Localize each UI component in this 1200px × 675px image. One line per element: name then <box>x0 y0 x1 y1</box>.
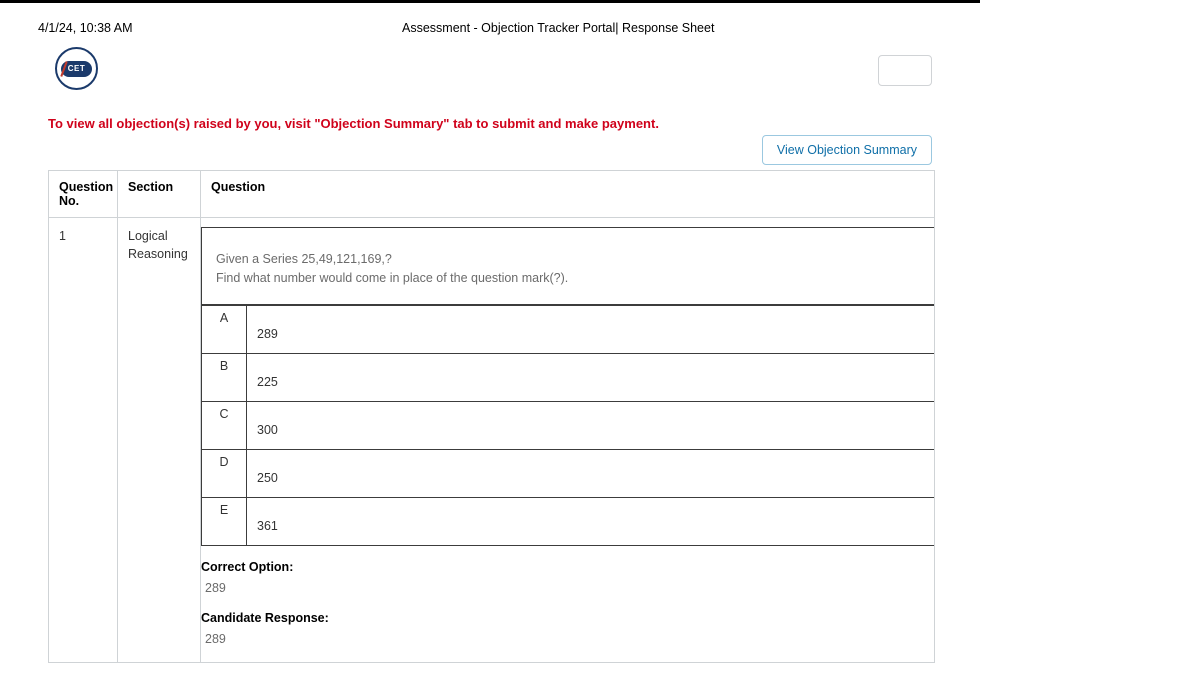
answer-block <box>201 546 934 646</box>
question-line-1: Given a Series 25,49,121,169,? <box>216 252 392 266</box>
candidate-response-value: 289 <box>205 632 226 646</box>
option-row-e <box>202 498 935 546</box>
header-question-no: Question No. <box>49 171 118 218</box>
option-letter-e: E <box>202 498 247 546</box>
table-header-row <box>49 171 935 218</box>
cell-section: Logical Reasoning <box>118 218 201 663</box>
view-objection-summary-button[interactable]: View Objection Summary <box>762 135 932 165</box>
option-letter-c: C <box>202 402 247 450</box>
option-row-a <box>202 306 935 354</box>
response-sheet-table <box>48 170 935 663</box>
option-row-b <box>202 354 935 402</box>
header-section: Section <box>118 171 201 218</box>
cet-logo-icon <box>55 47 98 90</box>
printed-page <box>0 3 980 675</box>
option-value-c: 300 <box>247 402 935 450</box>
question-line-2: Find what number would come in place of the question mark(?). <box>216 271 569 286</box>
option-letter-a: A <box>202 306 247 354</box>
correct-option-label: Correct Option: <box>201 560 294 574</box>
objection-notice: To view all objection(s) raised by you, visit "Objection Summary" tab to submit and make payment. <box>48 116 659 131</box>
print-title: Assessment - Objection Tracker Portal| Response Sheet <box>402 21 715 35</box>
correct-option-value: 289 <box>205 581 226 595</box>
option-value-a: 289 <box>247 306 935 354</box>
option-row-c <box>202 402 935 450</box>
print-header <box>0 3 980 41</box>
option-value-e: 361 <box>247 498 935 546</box>
option-letter-d: D <box>202 450 247 498</box>
options-table <box>201 305 934 546</box>
candidate-response-label: Candidate Response: <box>201 611 329 625</box>
table-row <box>49 218 935 663</box>
cell-question-no: 1 <box>49 218 118 663</box>
option-row-d <box>202 450 935 498</box>
option-value-b: 225 <box>247 354 935 402</box>
print-datetime: 4/1/24, 10:38 AM <box>38 21 133 35</box>
brand-row <box>0 41 980 95</box>
question-text-box <box>201 227 934 305</box>
page-right-gutter <box>980 0 1200 675</box>
option-value-d: 250 <box>247 450 935 498</box>
header-question: Question <box>201 171 935 218</box>
cell-question <box>201 218 935 663</box>
option-letter-b: B <box>202 354 247 402</box>
header-placeholder-box <box>878 55 932 86</box>
logo-text: CET <box>67 64 86 73</box>
